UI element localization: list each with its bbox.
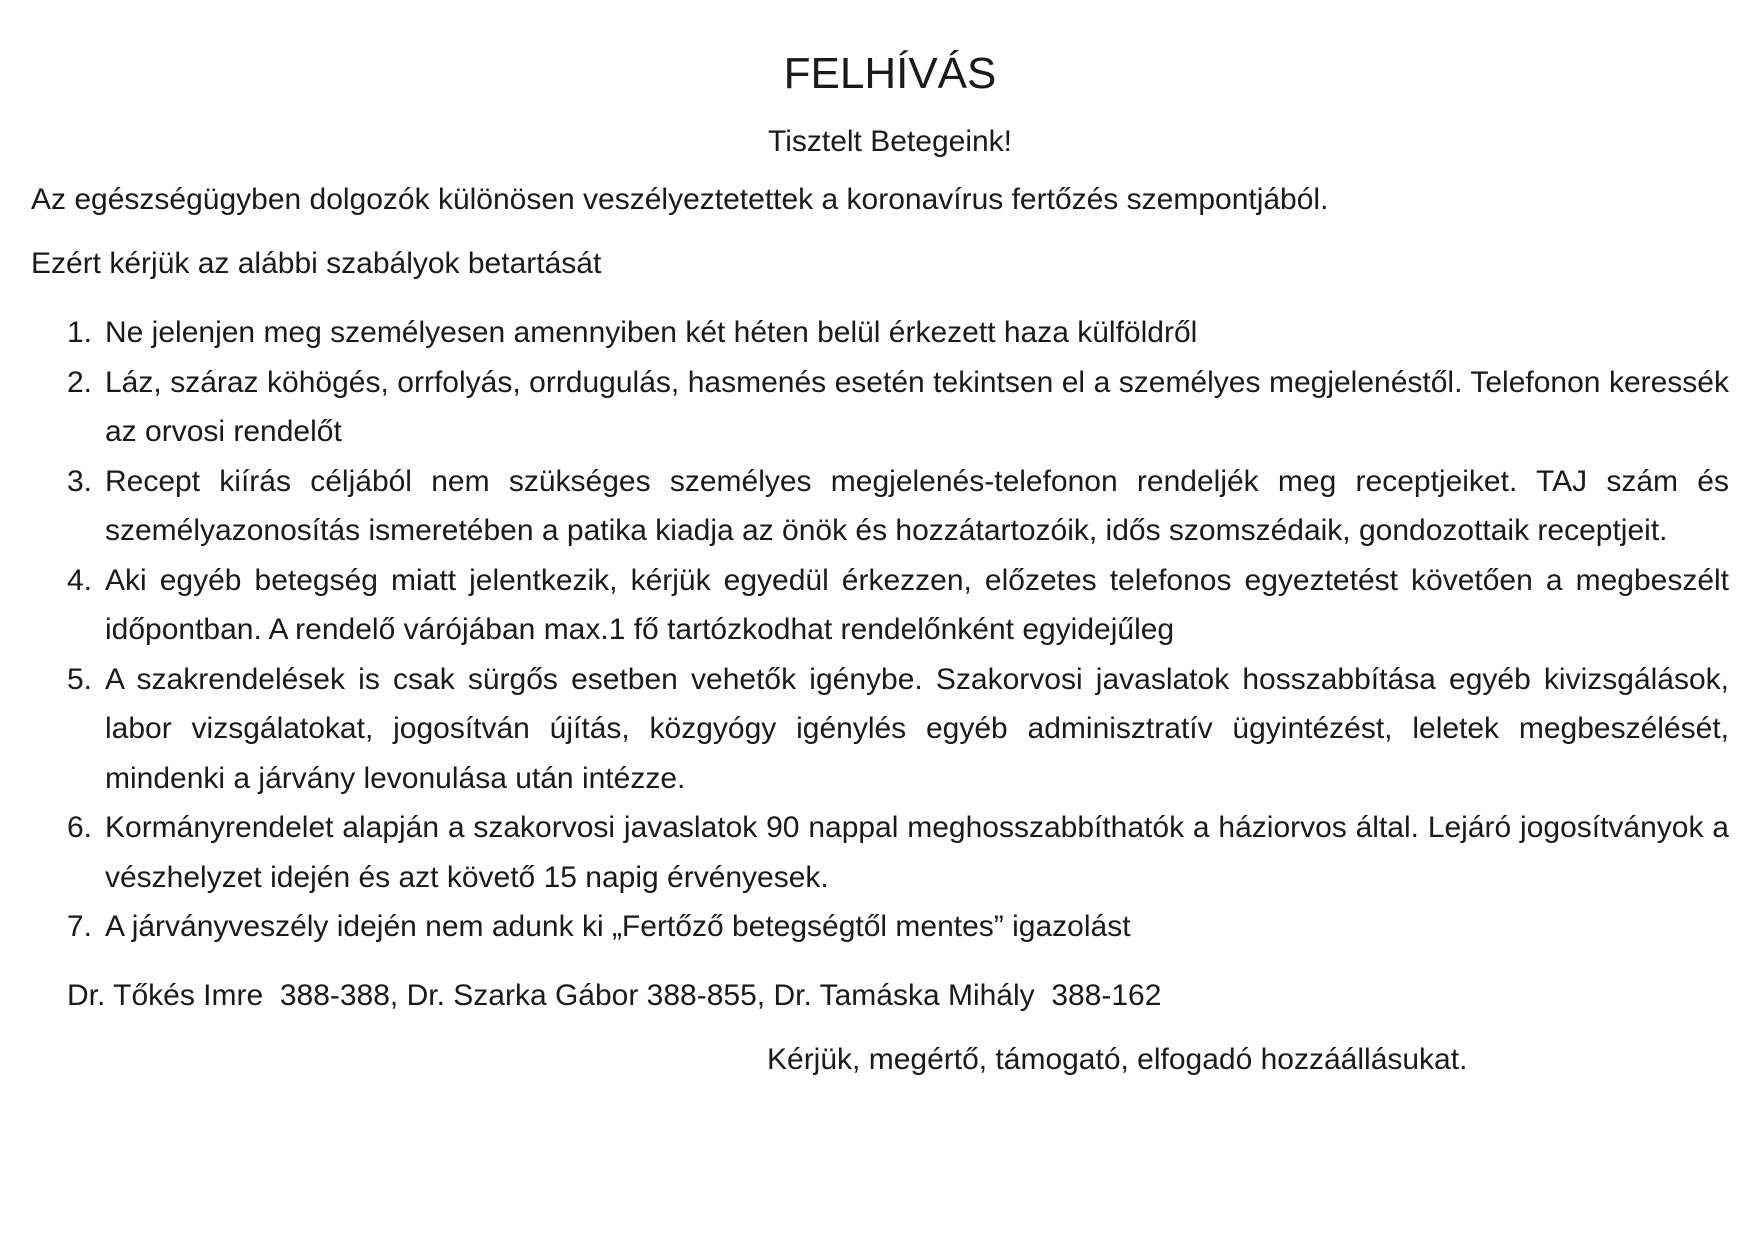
rule-number: 2.	[67, 365, 93, 399]
intro-paragraph: Az egészségügyben dolgozók különösen veszélyeztetettek a koronavírus fertőzés szempontjából.	[31, 183, 1329, 216]
rule-text: Ne jelenjen meg személyesen amennyiben két héten belül érkezett haza külföldről	[105, 316, 1198, 349]
rule-text: Láz, száraz köhögés, orrfolyás, orrdugulás, hasmenés esetén tekintsen el a személyes megjelenéstől. Telefonon keressék az orvosi rendelőt	[105, 365, 1729, 448]
rule-text: Aki egyéb betegség miatt jelentkezik, kérjük egyedül érkezzen, előzetes telefonos egyeztetést követően a megbeszélt időpontban. A rendelő várójában max.1 fő tartózkodhat rendelőnként egyidejűleg	[105, 563, 1729, 646]
rule-text: Recept kiírás céljából nem szükséges személyes megjelenés-telefonon rendeljék meg receptjeiket. TAJ szám és személyazonosítás ismeretében a patika kiadja az önök és hozzátartozóik, idős szomszédaik, gondozottaik receptjeit.	[105, 464, 1729, 547]
rule-number: 7.	[67, 910, 93, 943]
rule-number: 6.	[67, 811, 93, 844]
salutation: Tisztelt Betegeink!	[768, 125, 1012, 158]
rule-item	[67, 358, 1729, 457]
doctor-contacts: Dr. Tőkés Imre 388-388, Dr. Szarka Gábor 388-855, Dr. Tamáska Mihály 388-162	[67, 978, 1162, 1012]
rule-text: A szakrendelések is csak sürgős esetben vehetők igénybe. Szakorvosi javaslatok hosszabbítása egyéb kivizsgálások, labor vizsgálatokat, jogosítván újítás, közgyógy igénylés egyéb adminisztratív ügyintézést, leletek megbeszélését, mindenki a járvány levonulása után intézze.	[105, 662, 1729, 795]
request-paragraph: Ezért kérjük az alábbi szabályok betartását	[31, 247, 602, 280]
rule-item	[67, 556, 1729, 655]
rule-item	[67, 308, 1729, 358]
rule-number: 3.	[67, 464, 93, 498]
rule-item	[67, 457, 1729, 556]
notice-document	[31, 44, 1729, 1080]
closing-line: Kérjük, megértő, támogató, elfogadó hozzáállásukat.	[767, 1042, 1468, 1076]
rule-number: 4.	[67, 563, 93, 597]
rule-text: A járványveszély idején nem adunk ki „Fertőző betegségtől mentes” igazolást	[105, 910, 1131, 943]
document-title: FELHÍVÁS	[783, 49, 997, 98]
rules-list	[31, 308, 1729, 952]
rule-item	[67, 803, 1729, 902]
rule-number: 5.	[67, 662, 93, 696]
rule-item	[67, 655, 1729, 804]
rule-number: 1.	[67, 316, 93, 349]
rule-item	[67, 902, 1729, 952]
rule-text: Kormányrendelet alapján a szakorvosi javaslatok 90 nappal meghosszabbíthatók a háziorvos által. Lejáró jogosítványok a vészhelyzet idején és azt követő 15 napig érvényesek.	[105, 811, 1729, 894]
